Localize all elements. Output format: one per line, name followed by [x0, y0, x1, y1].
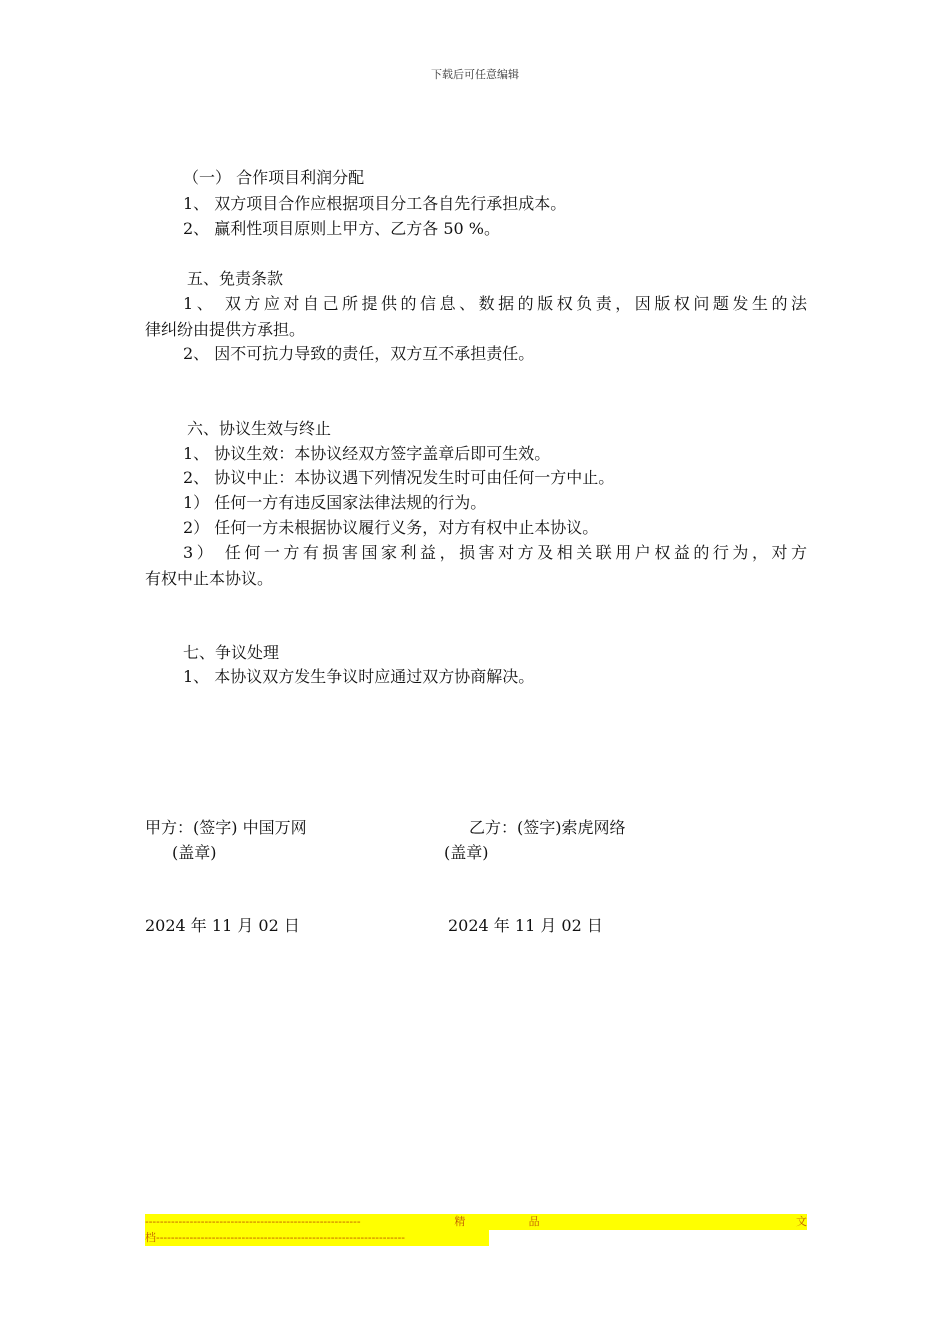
party-b-seal: (盖章): [444, 843, 489, 862]
profit-item-2: 2、 赢利性项目原则上甲方、乙方各 50 %。: [183, 219, 501, 238]
party-b-signature: 乙方：(签字)索虎网络: [469, 818, 626, 837]
section6-item2: 2、 协议中止：本协议遇下列情况发生时可由任何一方中止。: [183, 468, 615, 487]
section5-title: 五、免责条款: [187, 269, 284, 288]
section-profit-title: （一） 合作项目利润分配: [183, 168, 365, 187]
party-a-seal: (盖章): [172, 843, 217, 862]
footer-word-dang: 档: [145, 1231, 156, 1244]
section6-item1: 1、 协议生效：本协议经双方签字盖章后即可生效。: [183, 444, 551, 463]
section6-sub3-line1: 3） 任何一方有损害国家利益，损害对方及相关联用户权益的行为，对方: [183, 543, 807, 562]
footer-row-1: [145, 1214, 807, 1230]
section5-item1-line1: 1、 双方应对自己所提供的信息、数据的版权负责，因版权问题发生的法: [183, 294, 807, 313]
page-header: 下载后可任意编辑: [431, 68, 519, 81]
party-a-date: 2024 年 11 月 02 日: [145, 916, 300, 935]
section6-sub2: 2） 任何一方未根据协议履行义务，对方有权中止本协议。: [183, 518, 599, 537]
section5-item1: [145, 291, 807, 343]
section6-sub1: 1） 任何一方有违反国家法律法规的行为。: [183, 493, 487, 512]
section5-item1-line2: 律纠纷由提供方承担。: [145, 320, 306, 339]
section6-sub3-line2: 有权中止本协议。: [145, 569, 274, 588]
section6-sub3: [145, 540, 807, 592]
footer-word-pin: 品: [528, 1215, 540, 1228]
footer-word-jing: 精: [454, 1215, 466, 1228]
section7-title: 七、争议处理: [183, 643, 280, 662]
party-a-signature: 甲方：(签字) 中国万网: [145, 818, 307, 837]
footer-banner: [145, 1214, 807, 1246]
footer-dashes-left: ----------------------------------------------------------: [145, 1215, 361, 1228]
section6-title: 六、协议生效与终止: [187, 419, 332, 438]
party-b-date: 2024 年 11 月 02 日: [448, 916, 603, 935]
footer-row-2: [145, 1230, 489, 1246]
footer-dashes-right: -------------------------------------------------------------------: [156, 1231, 406, 1244]
section7-item1: 1、 本协议双方发生争议时应通过双方协商解决。: [183, 667, 535, 686]
profit-item-1: 1、 双方项目合作应根据项目分工各自先行承担成本。: [183, 194, 567, 213]
section5-item2: 2、 因不可抗力导致的责任，双方互不承担责任。: [183, 344, 535, 363]
footer-word-wen: 文: [795, 1215, 807, 1228]
